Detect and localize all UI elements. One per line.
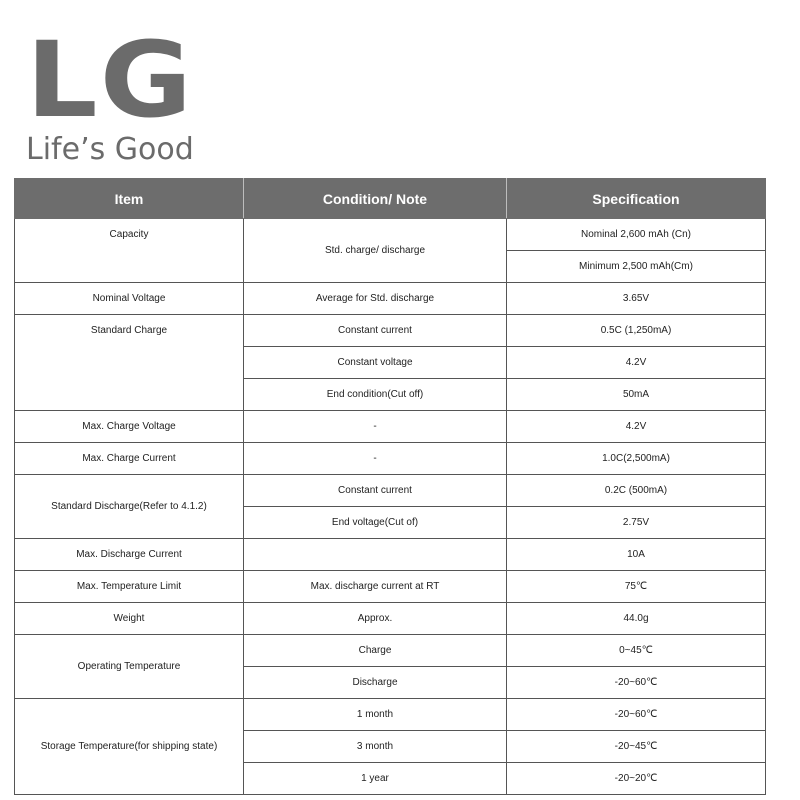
table-row bbox=[15, 475, 766, 507]
condition-cell: Average for Std. discharge bbox=[244, 283, 507, 315]
spec-cell: 1.0C(2,500mA) bbox=[507, 443, 766, 475]
table-row bbox=[15, 411, 766, 443]
condition-cell: 3 month bbox=[244, 731, 507, 763]
condition-cell: Max. discharge current at RT bbox=[244, 571, 507, 603]
condition-cell: Approx. bbox=[244, 603, 507, 635]
condition-cell: - bbox=[244, 411, 507, 443]
spec-table bbox=[14, 178, 766, 795]
item-cell: Operating Temperature bbox=[15, 635, 244, 699]
spec-cell: 2.75V bbox=[507, 507, 766, 539]
table-row bbox=[15, 571, 766, 603]
item-cell: Capacity bbox=[15, 219, 244, 283]
condition-cell: Discharge bbox=[244, 667, 507, 699]
table-row bbox=[15, 283, 766, 315]
condition-cell: Constant voltage bbox=[244, 347, 507, 379]
item-cell: Max. Discharge Current bbox=[15, 539, 244, 571]
item-cell: Standard Charge bbox=[15, 315, 244, 411]
item-cell: Max. Temperature Limit bbox=[15, 571, 244, 603]
spec-cell: 10A bbox=[507, 539, 766, 571]
spec-cell: 4.2V bbox=[507, 411, 766, 443]
item-cell: Max. Charge Voltage bbox=[15, 411, 244, 443]
spec-cell: -20~20℃ bbox=[507, 763, 766, 795]
spec-cell: Minimum 2,500 mAh(Cm) bbox=[507, 251, 766, 283]
item-cell: Storage Temperature(for shipping state) bbox=[15, 699, 244, 795]
condition-cell: Std. charge/ discharge bbox=[244, 219, 507, 283]
spec-cell: -20~45℃ bbox=[507, 731, 766, 763]
header-item: Item bbox=[15, 179, 244, 219]
item-cell: Standard Discharge(Refer to 4.1.2) bbox=[15, 475, 244, 539]
spec-cell: 4.2V bbox=[507, 347, 766, 379]
table-row bbox=[15, 603, 766, 635]
item-cell: Nominal Voltage bbox=[15, 283, 244, 315]
condition-cell bbox=[244, 539, 507, 571]
logo-tagline: Life’s Good bbox=[26, 132, 194, 167]
header-condition: Condition/ Note bbox=[244, 179, 507, 219]
condition-cell: 1 year bbox=[244, 763, 507, 795]
spec-cell: 50mA bbox=[507, 379, 766, 411]
condition-cell: 1 month bbox=[244, 699, 507, 731]
table-row bbox=[15, 219, 766, 251]
condition-cell: Charge bbox=[244, 635, 507, 667]
lg-logo bbox=[26, 19, 195, 167]
table-row bbox=[15, 539, 766, 571]
item-cell: Max. Charge Current bbox=[15, 443, 244, 475]
condition-cell: Constant current bbox=[244, 475, 507, 507]
header-specification: Specification bbox=[507, 179, 766, 219]
spec-cell: -20~60℃ bbox=[507, 699, 766, 731]
spec-cell: 75℃ bbox=[507, 571, 766, 603]
condition-cell: Constant current bbox=[244, 315, 507, 347]
table-row bbox=[15, 315, 766, 347]
condition-cell: End condition(Cut off) bbox=[244, 379, 507, 411]
spec-cell: 0.2C (500mA) bbox=[507, 475, 766, 507]
table-row bbox=[15, 443, 766, 475]
header-row bbox=[15, 179, 766, 219]
logo-wordmark: LG bbox=[26, 19, 195, 141]
spec-cell: 3.65V bbox=[507, 283, 766, 315]
spec-cell: 44.0g bbox=[507, 603, 766, 635]
table-row bbox=[15, 699, 766, 731]
spec-cell: -20~60℃ bbox=[507, 667, 766, 699]
item-cell: Weight bbox=[15, 603, 244, 635]
condition-cell: - bbox=[244, 443, 507, 475]
spec-cell: 0~45℃ bbox=[507, 635, 766, 667]
spec-cell: 0.5C (1,250mA) bbox=[507, 315, 766, 347]
table-row bbox=[15, 635, 766, 667]
condition-cell: End voltage(Cut of) bbox=[244, 507, 507, 539]
spec-cell: Nominal 2,600 mAh (Cn) bbox=[507, 219, 766, 251]
